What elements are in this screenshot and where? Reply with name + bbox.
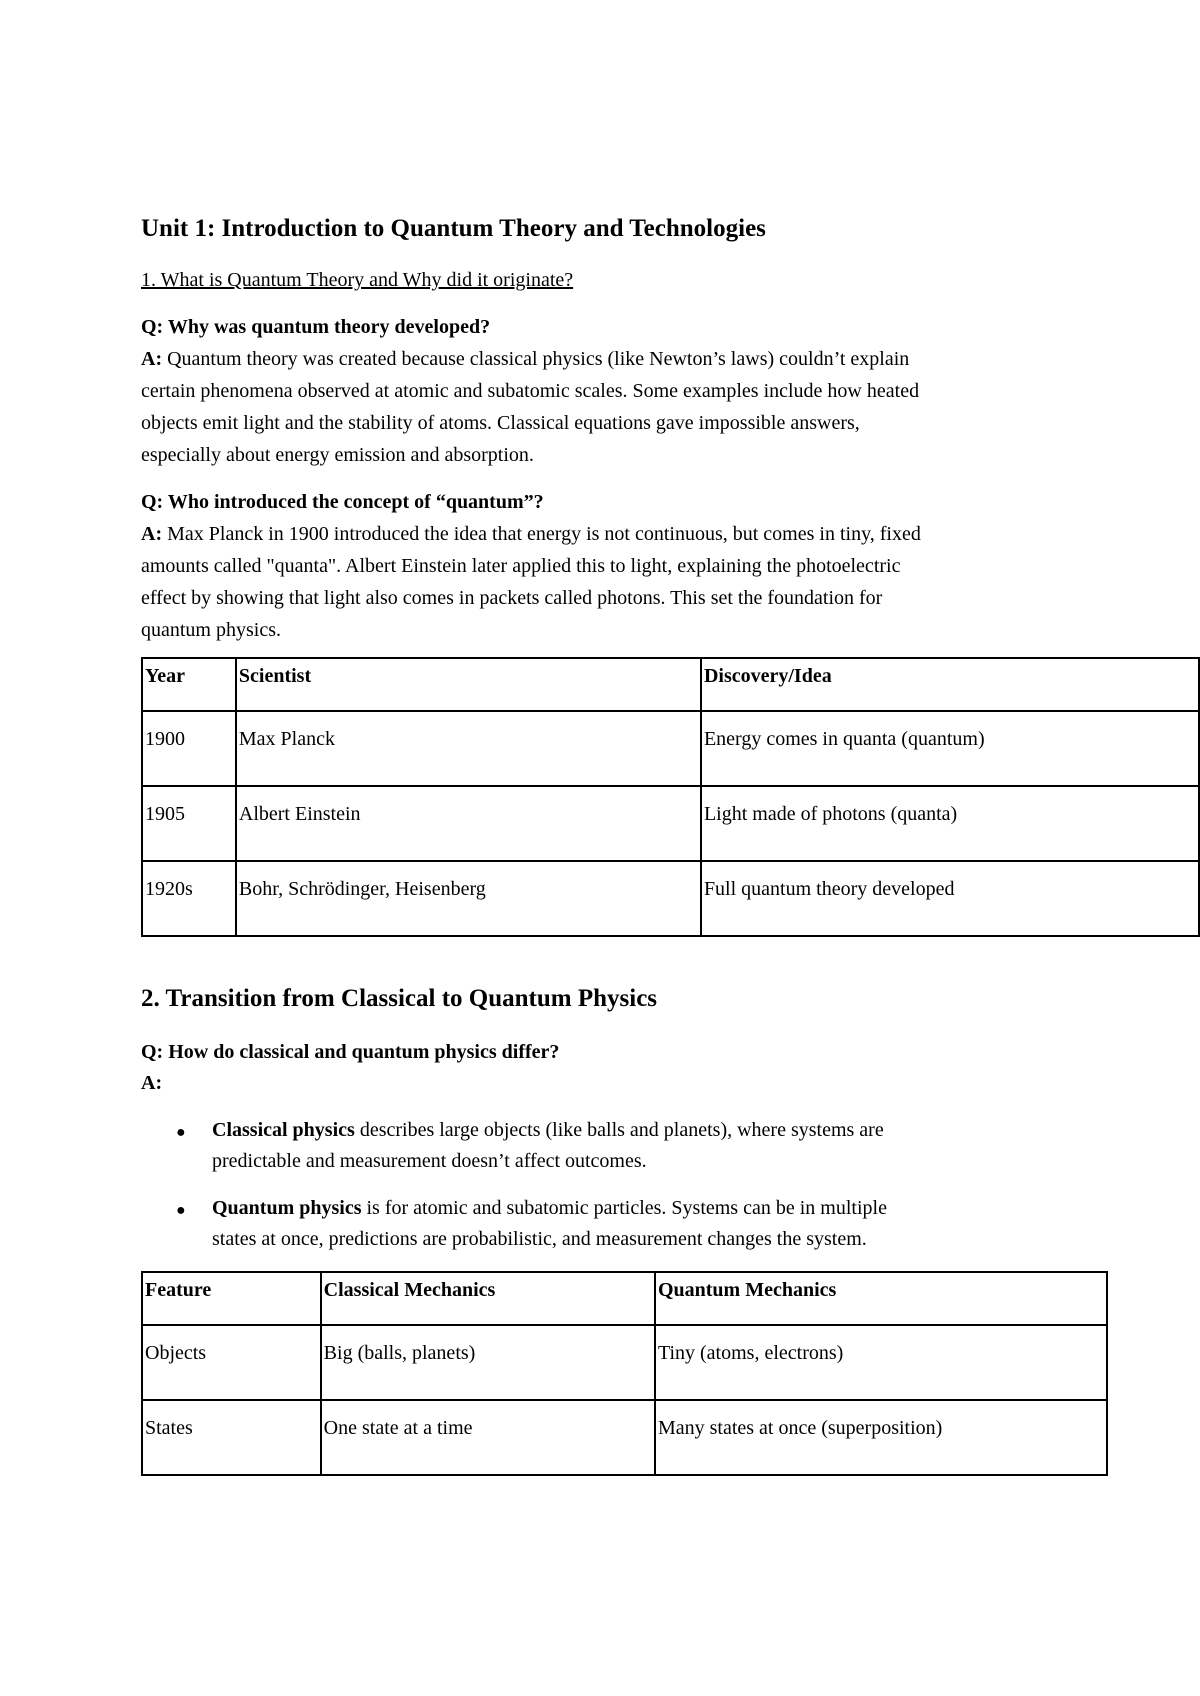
question-1: Q: Why was quantum theory developed? [141,316,491,338]
section-2-heading: 2. Transition from Classical to Quantum Physics [141,985,658,1012]
table-header-cell: Quantum Mechanics [655,1272,1107,1325]
table-header-cell: Feature [142,1272,321,1325]
table-cell: Bohr, Schrödinger, Heisenberg [236,861,701,936]
bullet-text: describes large objects (like balls and planets), where systems are [354,1119,884,1141]
bullet-item [212,1114,884,1146]
table-row [142,861,1199,936]
answer-2 [141,518,1081,646]
table-cell: Objects [142,1325,321,1400]
table-cell: Energy comes in quanta (quantum) [701,711,1199,786]
table-cell: States [142,1400,321,1475]
answer-1-line: especially about energy emission and absorption. [141,444,534,466]
bullet-item [212,1192,887,1224]
answer-2-line: Max Planck in 1900 introduced the idea that energy is not continuous, but comes in tiny, fixed [162,523,921,545]
answer-label: A: [141,348,163,370]
document-title: Unit 1: Introduction to Quantum Theory and Technologies [141,215,766,242]
table-header-row [142,1272,1107,1325]
table-cell: 1920s [142,861,236,936]
table-cell: One state at a time [321,1400,655,1475]
answer-2-line: effect by showing that light also comes in packets called photons. This set the foundation for [141,587,883,609]
table-cell: Tiny (atoms, electrons) [655,1325,1107,1400]
table-header-cell: Year [142,658,236,711]
bullet-text: predictable and measurement doesn’t affect outcomes. [212,1150,647,1172]
question-3: Q: How do classical and quantum physics differ? [141,1041,560,1063]
table-row [142,1325,1107,1400]
timeline-table [141,657,1200,937]
table-cell: Light made of photons (quanta) [701,786,1199,861]
answer-1-line: certain phenomena observed at atomic and subatomic scales. Some examples include how heated [141,380,920,402]
table-row [142,711,1199,786]
answer-1-line: objects emit light and the stability of atoms. Classical equations gave impossible answers, [141,412,860,434]
answer-1 [141,343,1081,471]
table-cell: Max Planck [236,711,701,786]
table-cell: Albert Einstein [236,786,701,861]
answer-1-line: Quantum theory was created because classical physics (like Newton’s laws) couldn’t explain [162,348,910,370]
table-cell: 1900 [142,711,236,786]
table-header-cell: Classical Mechanics [321,1272,655,1325]
table-cell: 1905 [142,786,236,861]
answer-2-line: amounts called "quanta". Albert Einstein later applied this to light, explaining the photoelectric [141,555,901,577]
comparison-table [141,1271,1108,1476]
bullet-icon: ● [176,1124,186,1141]
table-cell: Full quantum theory developed [701,861,1199,936]
answer-label: A: [141,523,163,545]
question-2: Q: Who introduced the concept of “quantum”? [141,491,544,513]
answer-3-label: A: [141,1072,163,1094]
table-cell: Big (balls, planets) [321,1325,655,1400]
bullet-text: states at once, predictions are probabilistic, and measurement changes the system. [212,1228,867,1250]
bullet-icon: ● [176,1202,186,1219]
bullet-term: Quantum physics [212,1197,362,1219]
answer-2-line: quantum physics. [141,619,281,641]
table-row [142,786,1199,861]
table-header-row [142,658,1199,711]
table-header-cell: Scientist [236,658,701,711]
bullet-term: Classical physics [212,1119,355,1141]
table-row [142,1400,1107,1475]
table-cell: Many states at once (superposition) [655,1400,1107,1475]
section-1-heading: 1. What is Quantum Theory and Why did it originate? [141,269,574,291]
table-header-cell: Discovery/Idea [701,658,1199,711]
bullet-text: is for atomic and subatomic particles. Systems can be in multiple [361,1197,887,1219]
